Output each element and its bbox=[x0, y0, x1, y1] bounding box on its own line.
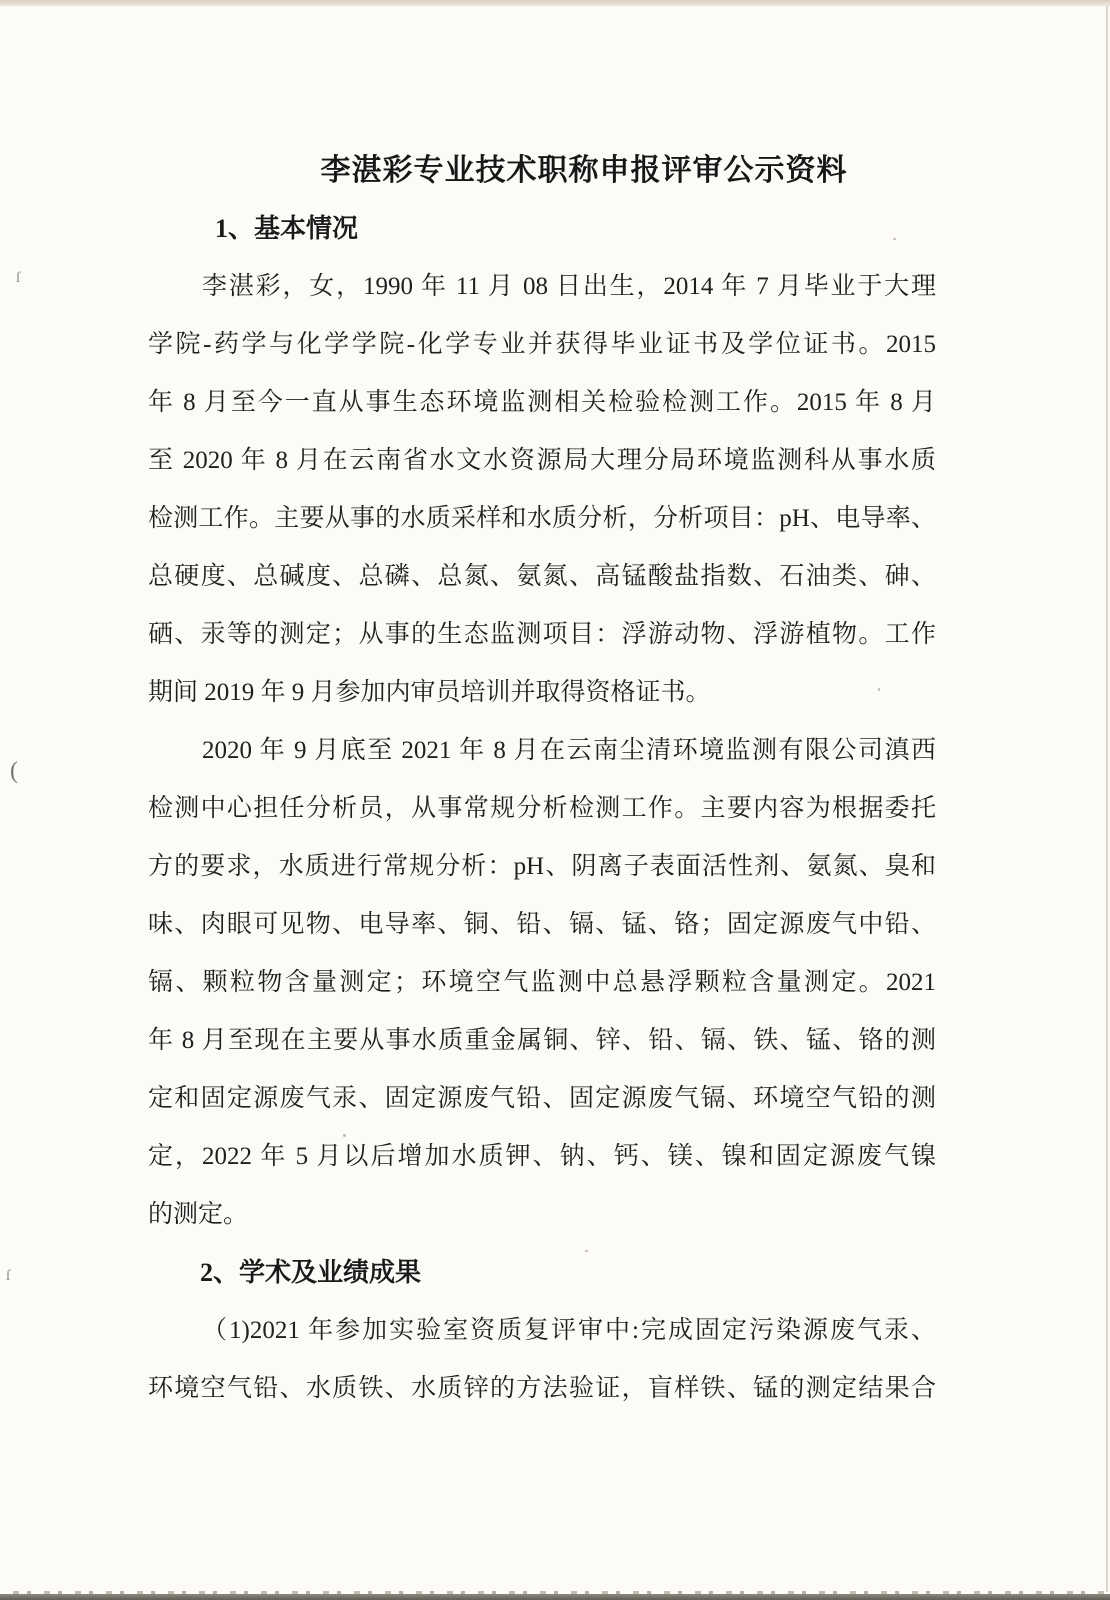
text-line: 定，2022 年 5 月以后增加水质钾、钠、钙、镁、镍和固定源废气镍 bbox=[148, 1143, 936, 1170]
scan-artifact-mark: ſ bbox=[16, 270, 21, 286]
text-line: 方的要求，水质进行常规分析：pH、阴离子表面活性剂、氨氮、臭和 bbox=[148, 853, 936, 880]
text-line: 镉、颗粒物含量测定；环境空气监测中总悬浮颗粒含量测定。2021 bbox=[148, 969, 936, 996]
section-heading-achievements: 2、学术及业绩成果 bbox=[200, 1258, 422, 1287]
text-line: 定和固定源废气汞、固定源废气铅、固定源废气镉、环境空气铅的测 bbox=[148, 1085, 936, 1112]
text-line: 环境空气铅、水质铁、水质锌的方法验证，盲样铁、锰的测定结果合 bbox=[148, 1375, 936, 1402]
text-line: 味、肉眼可见物、电导率、铜、铅、镉、锰、铬；固定源废气中铅、 bbox=[148, 911, 936, 938]
text-line: （1)2021 年参加实验室资质复评审中:完成固定污染源废气汞、 bbox=[202, 1317, 936, 1344]
text-line: 2020 年 9 月底至 2021 年 8 月在云南尘清环境监测有限公司滇西 bbox=[202, 737, 936, 764]
text-line: 期间 2019 年 9 月参加内审员培训并取得资格证书。 bbox=[148, 679, 711, 706]
scan-right-edge bbox=[1106, 6, 1108, 1592]
text-line: 硒、汞等的测定；从事的生态监测项目：浮游动物、浮游植物。工作 bbox=[148, 621, 936, 648]
scan-bottom-edge bbox=[0, 1594, 1110, 1600]
scan-artifact-mark: ( bbox=[10, 758, 18, 784]
text-line: 学院-药学与化学学院-化学专业并获得毕业证书及学位证书。2015 bbox=[148, 331, 936, 358]
document-title: 李湛彩专业技术职称申报评审公示资料 bbox=[320, 154, 848, 187]
document-body bbox=[148, 142, 936, 1418]
text-line: 李湛彩，女，1990 年 11 月 08 日出生，2014 年 7 月毕业于大理 bbox=[202, 273, 936, 300]
scan-top-edge bbox=[0, 0, 1110, 6]
text-line: 的测定。 bbox=[148, 1201, 249, 1228]
section-heading-basic-info: 1、基本情况 bbox=[215, 214, 359, 243]
text-line: 总硬度、总碱度、总磷、总氮、氨氮、高锰酸盐指数、石油类、砷、 bbox=[148, 563, 936, 590]
text-line: 检测工作。主要从事的水质采样和水质分析，分析项目：pH、电导率、 bbox=[148, 505, 936, 532]
text-line: 年 8 月至今一直从事生态环境监测相关检验检测工作。2015 年 8 月 bbox=[148, 389, 936, 416]
text-line: 至 2020 年 8 月在云南省水文水资源局大理分局环境监测科从事水质 bbox=[148, 447, 936, 474]
text-line: 年 8 月至现在主要从事水质重金属铜、锌、铅、镉、铁、锰、铬的测 bbox=[148, 1027, 936, 1054]
text-line: 检测中心担任分析员，从事常规分析检测工作。主要内容为根据委托 bbox=[148, 795, 936, 822]
scan-artifact-mark: ſ bbox=[6, 1268, 11, 1284]
